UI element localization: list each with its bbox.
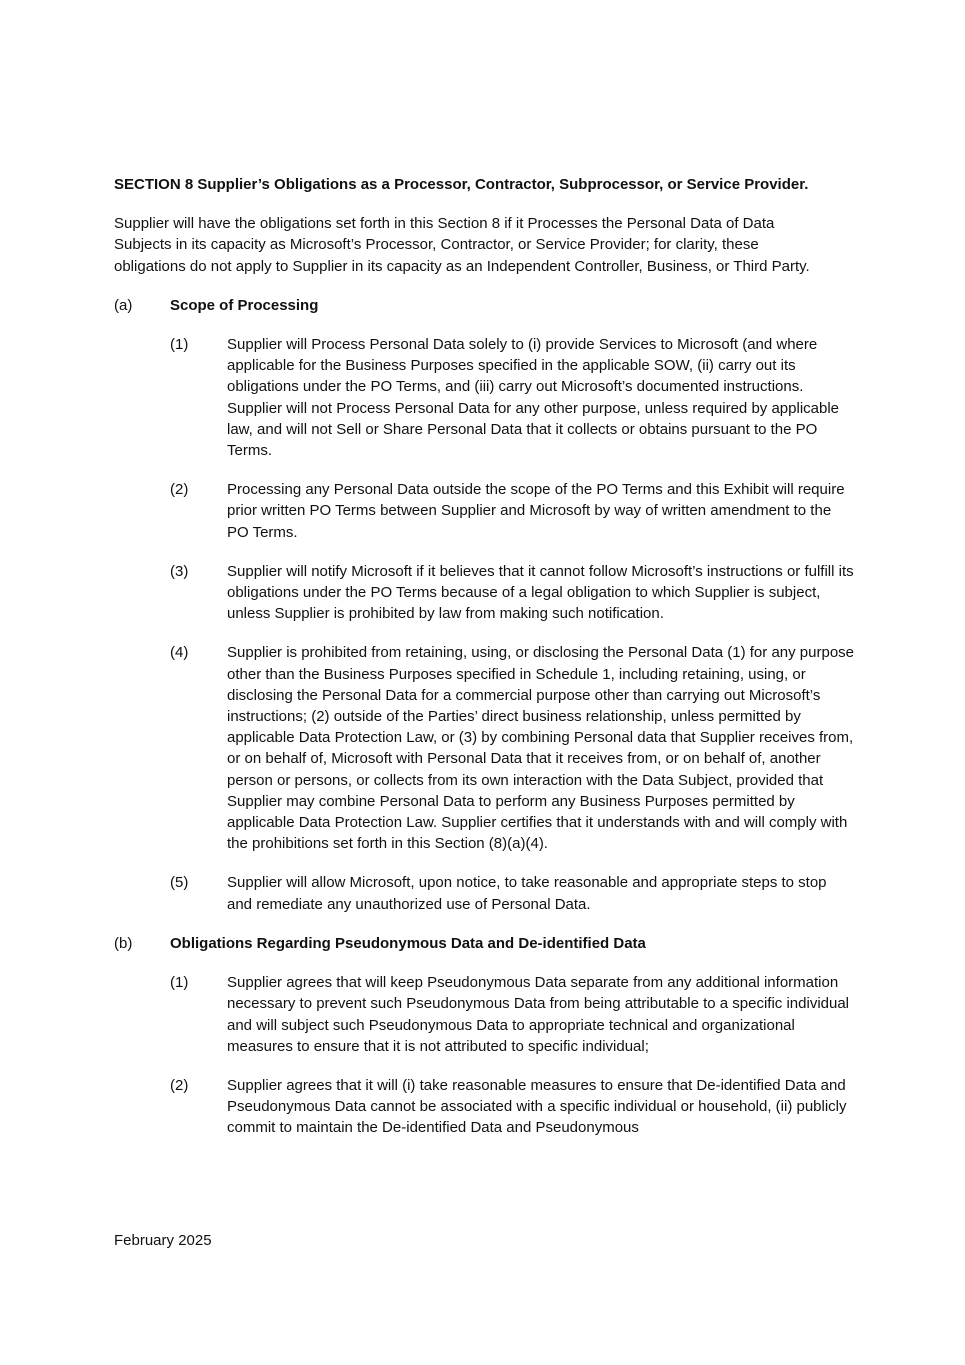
subsection-b-heading <box>114 933 854 954</box>
subsection-label: (b) <box>114 934 133 952</box>
item-number: (1) <box>170 336 189 354</box>
list-item <box>170 872 854 914</box>
list-item <box>170 334 854 461</box>
item-number: (5) <box>170 874 189 892</box>
section-heading: SECTION 8 Supplier’s Obligations as a Processor, Contractor, Subprocessor, or Service Provider. <box>114 176 809 193</box>
subsection-label: (a) <box>114 296 133 314</box>
list-item <box>170 479 854 543</box>
subsection-a-heading <box>114 295 854 316</box>
footer-date: February 2025 <box>114 1232 212 1249</box>
list-item <box>170 642 854 854</box>
item-number: (4) <box>170 644 189 662</box>
item-text: Supplier is prohibited from retaining, using, or disclosing the Personal Data (1) for any purpose other than the Business Purposes specified in Schedule 1, including retaining, using, or disclosing the Personal Data for a commercial purpose other than carrying out Microsoft’s instructions; (2) outside of the Parties’ direct business relationship, unless permitted by applicable Data Protection Law, or (3) by combining Personal data that Supplier receives from, or on behalf of, Microsoft with Personal Data that it receives from, or on behalf of, another person or persons, or collects from its own interaction with the Data Subject, provided that Supplier may combine Personal Data to perform any Business Purposes permitted by applicable Data Protection Law. Supplier certifies that it understands with and will comply with the prohibitions set forth in this Section (8)(a)(4). <box>227 644 854 853</box>
item-number: (2) <box>170 481 189 499</box>
list-item <box>170 972 854 1057</box>
item-text: Supplier will notify Microsoft if it believes that it cannot follow Microsoft’s instructions or fulfill its obligations under the PO Terms because of a legal obligation to which Supplier is subject, unless Supplier is prohibited by law from making such notification. <box>227 562 854 623</box>
item-number: (3) <box>170 562 189 580</box>
item-text: Processing any Personal Data outside the scope of the PO Terms and this Exhibit will require prior written PO Terms between Supplier and Microsoft by way of written amendment to the PO Terms. <box>227 481 845 541</box>
item-text: Supplier agrees that will keep Pseudonymous Data separate from any additional information necessary to prevent such Pseudonymous Data from being attributable to a specific individual and will subject such Pseudonymous Data to appropriate technical and organizational measures to ensure that it is not attributed to specific individual; <box>227 974 850 1055</box>
item-text: Supplier will allow Microsoft, upon notice, to take reasonable and appropriate steps to stop and remediate any unauthorized use of Personal Data. <box>227 874 827 913</box>
list-item <box>170 1075 854 1139</box>
item-number: (2) <box>170 1076 189 1094</box>
item-text: Supplier agrees that it will (i) take reasonable measures to ensure that De-identified Data and Pseudonymous Data cannot be associated with a specific individual or household, (ii) publicly commit to maintain the De-identified Data and Pseudonymous <box>227 1076 847 1137</box>
list-item <box>170 561 854 625</box>
item-number: (1) <box>170 974 189 992</box>
intro-paragraph: Supplier will have the obligations set forth in this Section 8 if it Processes the Personal Data of Data Subjects in its capacity as Microsoft’s Processor, Contractor, or Service Provider; for clarity, these obligations do not apply to Supplier in its capacity as an Independent Controller, Business, or Third Party. <box>114 215 810 275</box>
subsection-title: Scope of Processing <box>170 296 319 314</box>
document-body <box>114 174 854 1157</box>
subsection-title: Obligations Regarding Pseudonymous Data and De-identified Data <box>170 934 646 952</box>
item-text: Supplier will Process Personal Data solely to (i) provide Services to Microsoft (and where applicable for the Business Purposes specified in the applicable SOW, (ii) carry out its obligations under the PO Terms, and (iii) carry out Microsoft’s documented instructions. Supplier will not Process Personal Data for any other purpose, unless required by applicable law, and will not Sell or Share Personal Data that it collects or obtains pursuant to the PO Terms. <box>227 336 840 460</box>
